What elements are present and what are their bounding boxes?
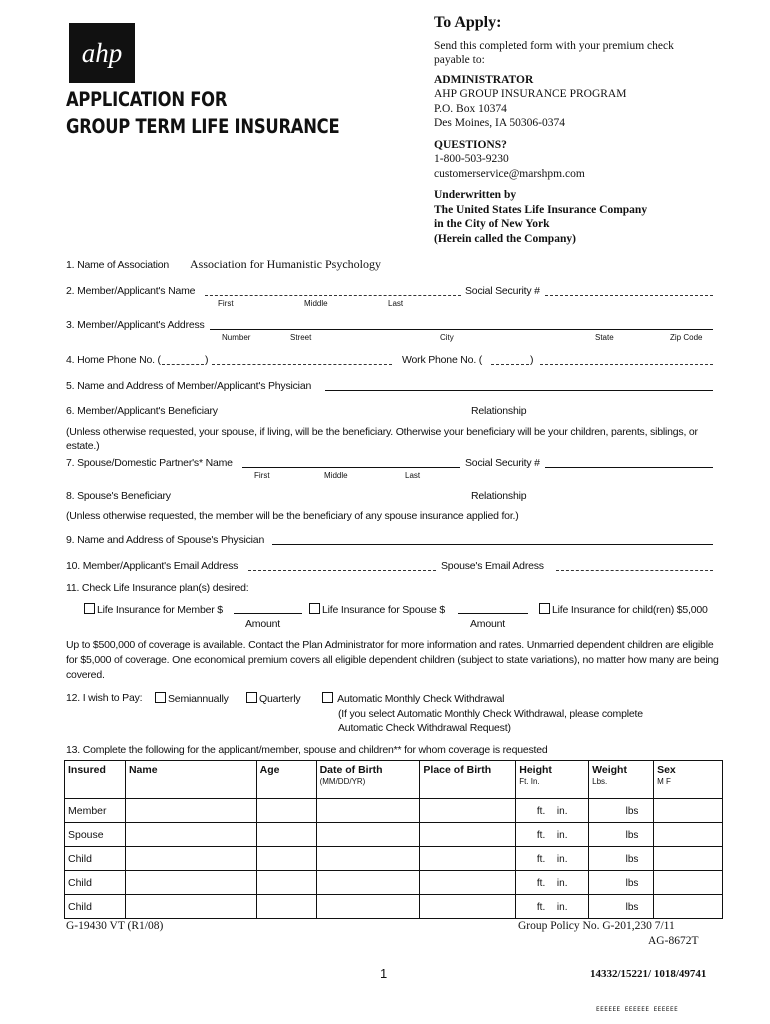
checkbox[interactable] (84, 603, 95, 614)
q8-note: (Unless otherwise requested, the member will be the beneficiary of any spouse insurance applied for.) (66, 510, 519, 522)
administrator-label: ADMINISTRATOR (434, 73, 534, 86)
pob-cell[interactable] (420, 799, 516, 823)
q5-label: 5. Name and Address of Member/Applicant's Physician (66, 380, 312, 392)
admin-line-3: Des Moines, IA 50306-0374 (434, 117, 565, 129)
q10-label: 10. Member/Applicant's Email Address (66, 560, 239, 572)
semiannual-option[interactable] (155, 692, 229, 705)
spouse-amount-field[interactable] (458, 613, 528, 614)
middle-caption: Middle (304, 299, 328, 308)
table-row (65, 895, 723, 919)
table-row (65, 847, 723, 871)
sex-header: Sex M F (654, 761, 723, 799)
height-cell[interactable]: ft. in. (516, 895, 589, 919)
work-phone-label: Work Phone No. ( (402, 354, 483, 366)
option-label: Life Insurance for Member $ (97, 604, 223, 616)
email-address: customerservice@marshpm.com (434, 167, 585, 180)
dob-header: Date of Birth (MM/DD/YR) (316, 761, 420, 799)
q12-note-2: Automatic Check Withdrawal Request) (338, 722, 511, 734)
height-cell[interactable]: ft. in. (516, 871, 589, 895)
to-apply-block (434, 16, 754, 246)
q11-label: 11. Check Life Insurance plan(s) desired: (66, 582, 249, 594)
q1-label: 1. Name of Association (66, 259, 169, 271)
member-name-field[interactable] (205, 295, 461, 296)
insured-table (64, 760, 723, 919)
sex-cell[interactable] (654, 847, 723, 871)
dob-cell[interactable] (316, 823, 420, 847)
document-code: 14332/15221/ 1018/49741 (590, 968, 707, 980)
age-cell[interactable] (256, 847, 316, 871)
city-caption: City (440, 333, 454, 342)
height-header: Height Ft. In. (516, 761, 589, 799)
height-cell[interactable]: ft. in. (516, 823, 589, 847)
q4-label: 4. Home Phone No. ( (66, 354, 161, 366)
home-area-code-field[interactable] (162, 364, 204, 365)
last-caption: Last (405, 471, 421, 480)
q6-label: 6. Member/Applicant's Beneficiary (66, 405, 218, 417)
dob-cell[interactable] (316, 799, 420, 823)
ahp-logo: ahp (69, 23, 135, 83)
checkbox[interactable] (309, 603, 320, 614)
form-title-line2: GROUP TERM LIFE INSURANCE (66, 115, 340, 138)
checkbox[interactable] (246, 692, 257, 703)
insured-type-cell: Child (65, 847, 126, 871)
spouse-life-option[interactable] (309, 603, 445, 616)
physician-field[interactable] (325, 390, 713, 391)
paren: ) (530, 354, 534, 366)
spouse-email-field[interactable] (556, 570, 713, 571)
ag-number: AG-8672T (648, 935, 699, 947)
age-cell[interactable] (256, 871, 316, 895)
q8-relationship-label: Relationship (471, 490, 527, 502)
street-caption: Street (290, 333, 312, 342)
underwriter-line-2: The United States Life Insurance Company (434, 203, 648, 216)
age-header: Age (256, 761, 316, 799)
sex-cell[interactable] (654, 823, 723, 847)
form-title-line1: APPLICATION FOR (66, 88, 228, 111)
option-label: Automatic Monthly Check Withdrawal (337, 693, 505, 705)
option-label: Quarterly (259, 693, 301, 705)
zip-caption: Zip Code (670, 333, 703, 342)
apply-instruction-2: payable to: (434, 54, 485, 66)
checkbox[interactable] (155, 692, 166, 703)
form-number: G-19430 VT (R1/08) (66, 920, 164, 932)
underwriter-line-3: in the City of New York (434, 218, 550, 230)
association-name[interactable]: Association for Humanistic Psychology (190, 257, 381, 271)
insured-type-cell: Spouse (65, 823, 126, 847)
pob-cell[interactable] (420, 847, 516, 871)
q13-label: 13. Complete the following for the applicant/member, spouse and children** for whom coverage is requested (66, 744, 548, 756)
weight-header: Weight Lbs. (589, 761, 654, 799)
page-number: 1 (380, 966, 388, 981)
q2-label: 2. Member/Applicant's Name (66, 285, 196, 297)
member-amount-field[interactable] (234, 613, 302, 614)
q3-label: 3. Member/Applicant's Address (66, 319, 205, 331)
weight-cell[interactable]: lbs (589, 823, 654, 847)
child-life-option[interactable] (539, 603, 708, 616)
amount-caption: Amount (245, 618, 280, 630)
name-header: Name (125, 761, 256, 799)
table-row (65, 871, 723, 895)
group-policy-number: Group Policy No. G-201,230 7/11 (518, 920, 675, 932)
checkbox[interactable] (322, 692, 333, 703)
pob-cell[interactable] (420, 823, 516, 847)
apply-instruction: Send this completed form with your premium check (434, 39, 674, 52)
q7-label: 7. Spouse/Domestic Partner's* Name (66, 457, 233, 469)
q11-note: Up to $500,000 of coverage is available. Contact the Plan Administrator for more information and rates. Unmarried dependent children are eligible for $5,000 of coverage. One economical premium covers all eligible dependent children (subject to state variations), no matter how many are being covered. (66, 639, 719, 681)
q6-relationship-label: Relationship (471, 405, 527, 417)
q7-ssn-label: Social Security # (465, 457, 540, 469)
number-caption: Number (222, 333, 251, 342)
sex-cell[interactable] (654, 799, 723, 823)
work-phone-field[interactable] (540, 364, 713, 365)
table-header-row (65, 761, 723, 799)
paren: ) (205, 354, 209, 366)
underwriter-line-4: (Herein called the Company) (434, 232, 576, 245)
quarterly-option[interactable] (246, 692, 300, 705)
auto-withdrawal-option[interactable] (322, 692, 504, 705)
member-email-field[interactable] (248, 570, 436, 571)
phone-number: 1-800-503-9230 (434, 153, 509, 165)
age-cell[interactable] (256, 799, 316, 823)
dob-cell[interactable] (316, 871, 420, 895)
pob-cell[interactable] (420, 871, 516, 895)
option-label: Semiannually (168, 693, 229, 705)
spouse-physician-field[interactable] (272, 544, 713, 545)
table-row (65, 823, 723, 847)
member-life-option[interactable] (84, 603, 223, 616)
underwriter-line-1: Underwritten by (434, 189, 517, 201)
address-field[interactable] (210, 329, 713, 330)
q9-label: 9. Name and Address of Spouse's Physician (66, 534, 265, 546)
table-row (65, 799, 723, 823)
height-cell[interactable]: ft. in. (516, 799, 589, 823)
pob-header: Place of Birth (420, 761, 516, 799)
weight-cell[interactable]: lbs (589, 799, 654, 823)
barcode-text: EEEEEE EEEEEE EEEEEE (596, 1006, 679, 1013)
spouse-name-field[interactable] (242, 467, 460, 468)
insured-type-cell: Child (65, 871, 126, 895)
pob-cell[interactable] (420, 895, 516, 919)
q10-spouse-email-label: Spouse's Email Adress (441, 560, 544, 572)
home-phone-field[interactable] (212, 364, 392, 365)
name-cell[interactable] (125, 847, 256, 871)
amount-caption: Amount (470, 618, 505, 630)
checkbox[interactable] (539, 603, 550, 614)
weight-cell[interactable]: lbs (589, 895, 654, 919)
work-area-code-field[interactable] (491, 364, 529, 365)
age-cell[interactable] (256, 823, 316, 847)
state-caption: State (595, 333, 614, 342)
height-cell[interactable]: ft. in. (516, 847, 589, 871)
insured-type-cell: Member (65, 799, 126, 823)
option-label: Life Insurance for child(ren) $5,000 (552, 604, 708, 616)
questions-label: QUESTIONS? (434, 138, 507, 151)
q8-label: 8. Spouse's Beneficiary (66, 490, 171, 502)
sex-cell[interactable] (654, 895, 723, 919)
admin-line-2: P.O. Box 10374 (434, 102, 507, 115)
weight-cell[interactable]: lbs (589, 871, 654, 895)
name-cell[interactable] (125, 799, 256, 823)
first-caption: First (218, 299, 234, 308)
option-label: Life Insurance for Spouse $ (322, 604, 446, 616)
q12-label: 12. I wish to Pay: (66, 692, 143, 704)
age-cell[interactable] (256, 895, 316, 919)
admin-line-1: AHP GROUP INSURANCE PROGRAM (434, 88, 627, 100)
to-apply-heading: To Apply: (434, 14, 502, 31)
member-ssn-field[interactable] (545, 295, 713, 296)
dob-cell[interactable] (316, 895, 420, 919)
middle-caption: Middle (324, 471, 348, 480)
dob-cell[interactable] (316, 847, 420, 871)
last-caption: Last (388, 299, 404, 308)
name-cell[interactable] (125, 871, 256, 895)
name-cell[interactable] (125, 823, 256, 847)
insured-header: Insured (65, 761, 126, 799)
sex-cell[interactable] (654, 871, 723, 895)
q12-note-1: (If you select Automatic Monthly Check Withdrawal, please complete (338, 708, 643, 720)
spouse-ssn-field[interactable] (545, 467, 713, 468)
first-caption: First (254, 471, 270, 480)
insured-type-cell: Child (65, 895, 126, 919)
weight-cell[interactable]: lbs (589, 847, 654, 871)
q6-note: (Unless otherwise requested, your spouse, if living, will be the beneficiary. Otherwise your beneficiary will be your children, parents, siblings, or estate.) (66, 426, 698, 452)
name-cell[interactable] (125, 895, 256, 919)
q2-ssn-label: Social Security # (465, 285, 540, 297)
